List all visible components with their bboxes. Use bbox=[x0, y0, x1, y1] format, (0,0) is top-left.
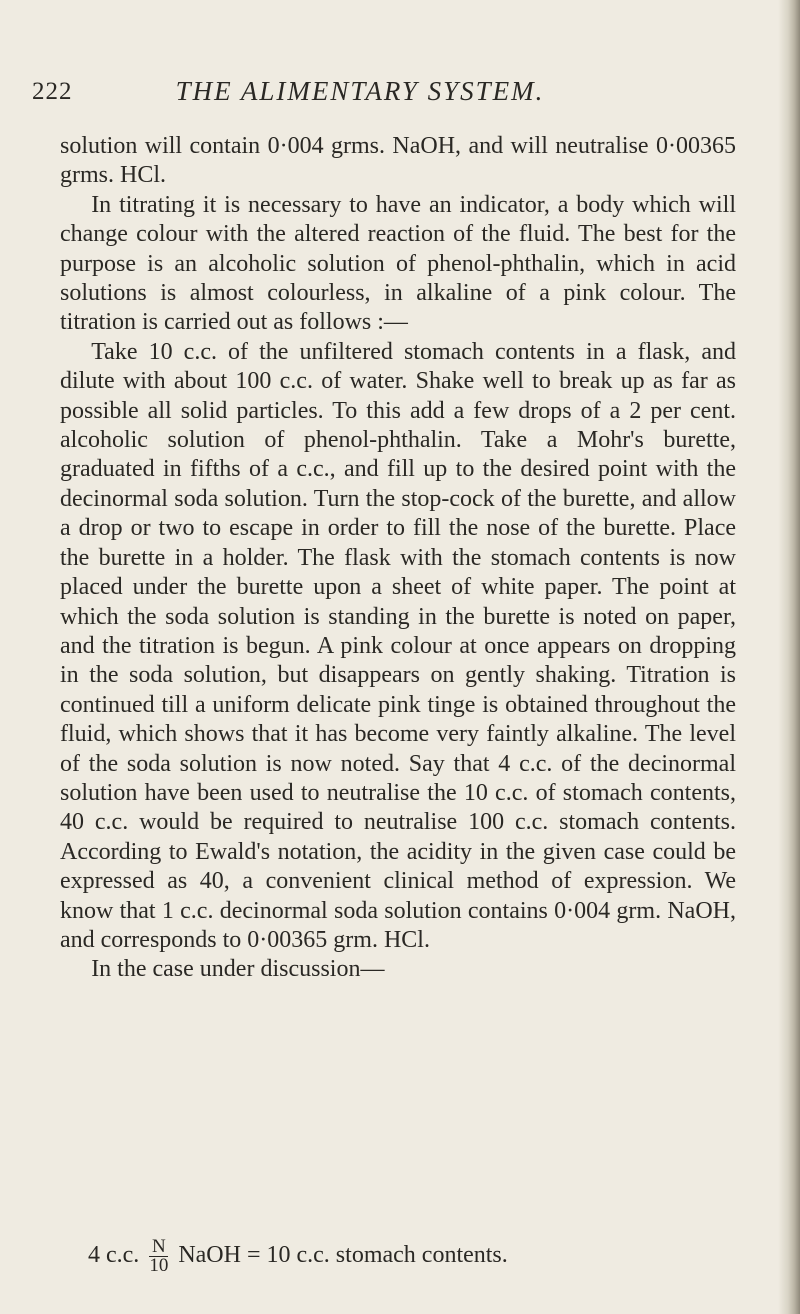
titration-equation bbox=[88, 1238, 508, 1275]
equation-result: = 10 c.c. stomach contents. bbox=[246, 1242, 508, 1269]
paragraph-continuation: solution will contain 0·004 grms. NaOH, and will neutralise 0·00365 grms. HCl. bbox=[60, 133, 736, 189]
page-edge-shadow bbox=[778, 0, 800, 1314]
fraction-numerator: N bbox=[149, 1238, 168, 1257]
running-head: THE ALIMENTARY SYSTEM. bbox=[175, 76, 545, 106]
equation-reagent: NaOH bbox=[178, 1242, 241, 1269]
paragraph-case-intro: In the case under discussion— bbox=[91, 956, 385, 983]
fraction-denominator: 10 bbox=[149, 1255, 169, 1276]
page-header bbox=[0, 72, 800, 112]
page-number: 222 bbox=[32, 78, 73, 105]
paragraph-titration-procedure: Take 10 c.c. of the unfiltered stomach contents in a flask, and dilute with about 100 c.c. of water. Shake well to break up as far as possible all solid particles. To this add a few drops of a 2 per cent. alcoholic solution of phenol-phthalin. Take a Mohr's burette, graduated in fifths of a c.c., and fill up to the desired point with the decinormal soda solution. Turn the stop-cock of the burette, and allow a drop or two to escape in order to fill the nose of the burette. Place the burette in a holder. The flask with the stomach contents is now placed under the burette upon a sheet of white paper. The point at which the soda solution is standing in the burette is noted on paper, and the titration is begun. A pink colour at once appears on dropping in the soda solution, but disappears on gently shaking. Titration is continued till a uniform delicate pink tinge is obtained throughout the fluid, which shows that it has become very faintly alkaline. The level of the soda solution is now noted. Say that 4 c.c. of the decinormal solution have been used to neutralise the 10 c.c. of stomach contents, 40 c.c. would be required to neutralise 100 c.c. stomach contents. According to Ewald's notation, the acidity in the given case could be expressed as 40, a convenient clinical method of expression. We know that 1 c.c. decinormal soda solution contains 0·004 grm. NaOH, and corresponds to 0·00365 grm. HCl. bbox=[60, 338, 736, 953]
equation-quantity: 4 c.c. bbox=[88, 1242, 140, 1269]
normality-fraction bbox=[149, 1238, 168, 1275]
body-text bbox=[60, 132, 736, 985]
paragraph-indicator: In titrating it is necessary to have an indicator, a body which will change colour with the altered reaction of the fluid. The best for the purpose is an alcoholic solution of phenol-phthalin, which in acid solutions is almost colourless, in alkaline of a pink colour. The titration is carried out as follows :— bbox=[60, 191, 736, 336]
